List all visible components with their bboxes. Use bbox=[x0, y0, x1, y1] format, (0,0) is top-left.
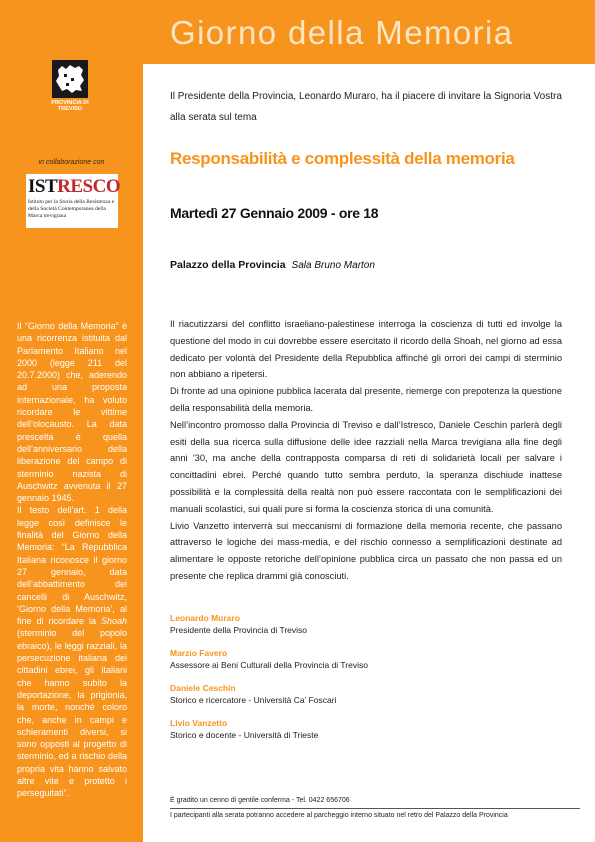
istresco-title-part2: RESCO bbox=[57, 176, 121, 197]
invitation-intro: Il Presidente della Provincia, Leonardo Muraro, ha il piacere di invitare la Signoria Vostra alla serata sul tema bbox=[170, 91, 562, 123]
description-paragraph: Di fronte ad una opinione pubblica lacerata dal presente, riemerge con prepotenza la questione della responsabilità della memoria. bbox=[170, 386, 562, 413]
sidebar-text bbox=[17, 320, 127, 800]
footer-divider bbox=[170, 808, 580, 809]
istresco-subtitle: Istituto per la Storia della Resistenza e della Società Contemporanea della Marca trevigiana bbox=[28, 199, 115, 219]
sidebar-paragraph-3: (sterminio del popolo ebraico), le leggi razziali, la persecuzione italiana dei cittadini ebrei, gli italiani che hanno subito la deportazione, la prigionia, la morte, nonché coloro che, anche in campi e schieramenti diversi, si sono opposti al progetto di sterminio, ed a rischio della propria vita hanno salvato altre vite e protetto i perseguitati”. bbox=[17, 628, 127, 799]
istresco-logo bbox=[26, 174, 121, 228]
logo-caption: PROVINCIA DI TREVISO bbox=[51, 100, 89, 112]
speaker-item bbox=[170, 612, 580, 636]
speaker-role: Presidente della Provincia di Treviso bbox=[170, 625, 308, 635]
speaker-role: Storico e ricercatore - Università Ca’ Foscari bbox=[170, 695, 337, 705]
speaker-role: Storico e docente - Università di Trieste bbox=[170, 730, 319, 740]
sidebar-shoah-term: Shoah bbox=[100, 616, 127, 627]
istresco-title bbox=[28, 176, 121, 198]
speaker-name: Livio Vanzetto bbox=[170, 718, 228, 728]
speaker-name: Daniele Ceschin bbox=[170, 683, 236, 693]
speaker-item bbox=[170, 647, 580, 671]
venue-room: Sala Bruno Marton bbox=[291, 260, 375, 271]
speaker-name: Leonardo Muraro bbox=[170, 613, 240, 623]
provincia-logo bbox=[52, 60, 88, 98]
page-title: Giorno della Memoria bbox=[170, 14, 514, 51]
event-description bbox=[170, 316, 562, 585]
description-paragraph: Il riacutizzarsi del conflitto israeliano-palestinese interroga la coscienza di tutti ed involge la questione del modo in cui dovrebbe essere esercitato il ricordo della Shoah, nel giorno ad essa dedicato per volontà del Presidente della Repubblica affinché gli orrori dei campi di sterminio non abbiano a ripetersi. bbox=[170, 319, 562, 380]
description-paragraph: Nell’incontro promosso dalla Provincia di Treviso e dall’Istresco, Daniele Ceschin parlerà degli esiti della sua ricerca sulla diffusione delle idee razziali nella Marca trevigiana alla fine degli anni ’30, ma anche della contrapposta comparsa di reti di solidarietà locali per salvare i concittadini ebrei. Perché quando tutto sembra perduto, la speranza dischiude inattese possibilità e la complessità della realtà non può essere raccontata con le semplificazioni dei manuali scolastici, sui quali pure si forma la coscienza storica di una comunità. bbox=[170, 419, 562, 514]
rsvp-note: È gradito un cenno di gentile conferma - Tel. 0422 656706 bbox=[170, 797, 350, 804]
venue-name: Palazzo della Provincia bbox=[170, 259, 286, 271]
speakers-list bbox=[170, 612, 580, 752]
speaker-name: Marzio Favero bbox=[170, 648, 228, 658]
sidebar-paragraph-1: Il “Giorno della Memoria” è una ricorrenza istituita dal Parlamento Italiano nel 2000 (legge 211 del 20.7.2000) che, aderendo ad una proposta internazionale, ha voluto ricordare le vittime dell’olocausto. La data prescelta è quella dell’anniversario della liberazione del campo di sterminio nazista di Auschwitz avvenuta il 27 gennaio 1945. bbox=[17, 321, 127, 504]
description-paragraph: Livio Vanzetto interverrà sui meccanismi di formazione della memoria recente, che passano attraverso le logiche dei mass-media, e del rischio connesso a semplificazioni destinate ad alimentare le opposte retoriche dell’opinione pubblica circa un passato che non passa ed un presente che replica drammi già conosciuti. bbox=[170, 520, 562, 581]
event-date: Martedì 27 Gennaio 2009 - ore 18 bbox=[170, 205, 379, 221]
parking-note: I partecipanti alla serata potranno accedere al parcheggio interno situato nel retro del Palazzo della Provincia bbox=[170, 812, 508, 819]
speaker-item bbox=[170, 717, 580, 741]
istresco-title-part1: IST bbox=[28, 176, 58, 197]
event-theme: Responsabilità e complessità della memoria bbox=[170, 149, 515, 168]
speaker-item bbox=[170, 682, 580, 706]
speaker-role: Assessore ai Beni Culturali della Provincia di Treviso bbox=[170, 660, 368, 670]
collaboration-label: in collaborazione con bbox=[38, 159, 105, 166]
event-venue bbox=[170, 259, 580, 271]
sidebar-paragraph-2: Il testo dell’art. 1 della legge così definisce le finalità del Giorno della Memoria: “La Repubblica Italiana riconosce il giorno 27 gennaio, data dell’abbattimento dei cancelli di Auschwitz, ‘Giorno della Memoria’, al fine di ricordare la bbox=[17, 505, 127, 627]
